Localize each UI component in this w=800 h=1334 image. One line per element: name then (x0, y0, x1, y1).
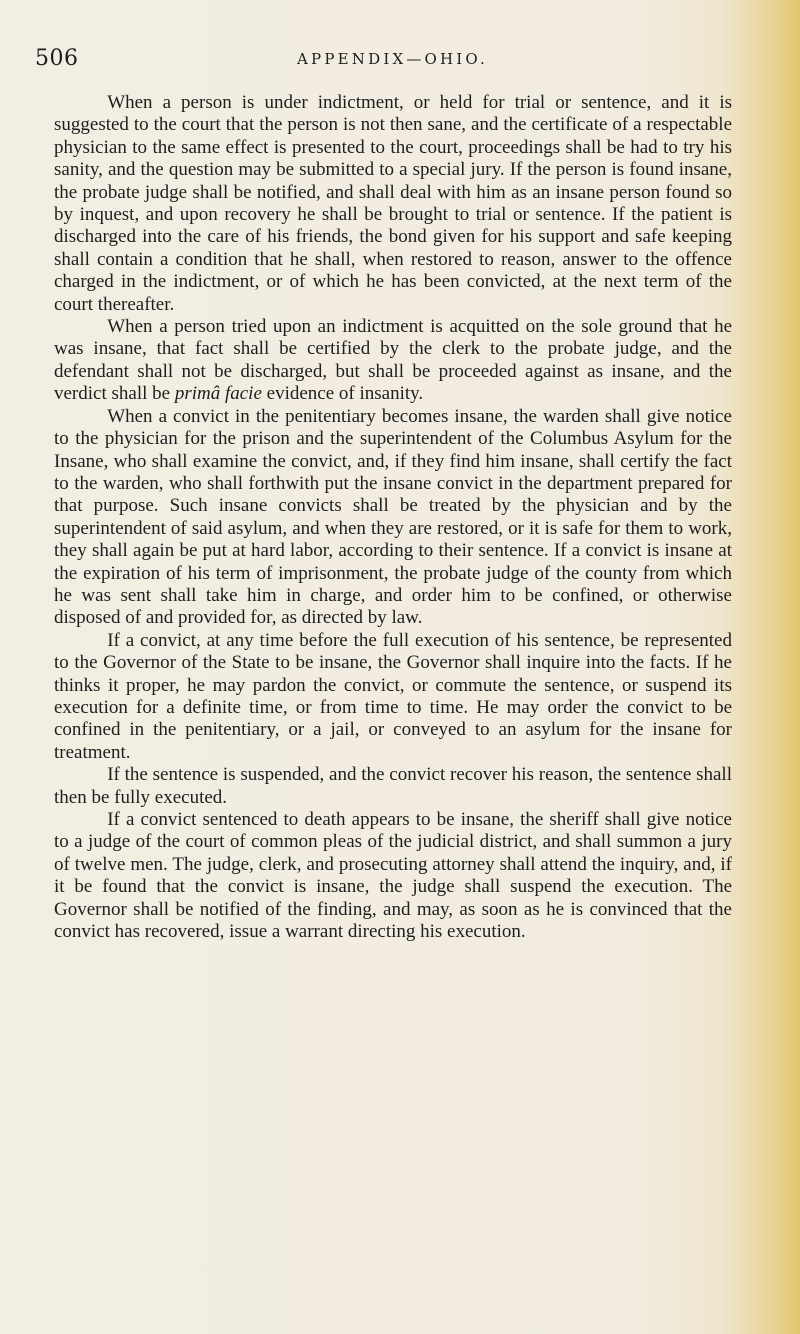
italic-prima-facie: primâ facie (174, 383, 262, 405)
paragraph-governor-inquiry: If a convict, at any time before the full execution of his sentence, be represented to the Governor of the State to be insane, the Governor shall inquire into the facts. If he thinks it proper, he may pardon the convict, or commute the sentence, or suspend its execution for a definite time, or from time to time. He may order the convict to be confined in the penitentiary, or a jail, or conveyed to an asylum for the insane for treatment. (54, 629, 732, 763)
page-header (35, 46, 735, 76)
paragraph-death-sentence: If a convict sentenced to death appears to be insane, the sheriff shall give notice to a judge of the court of common pleas of the judicial district, and shall summon a jury of twelve men. The judge, clerk, and prosecuting attorney shall attend the inquiry, and, if it be found that the convict is insane, the judge shall suspend the execution. The Governor shall be notified of the finding, and may, as soon as he is convinced that the convict has recovered, issue a warrant directing his execution. (54, 809, 732, 943)
body-text (54, 92, 732, 943)
paragraph-acquittal-text-start: When a person tried upon an indictment is acquitted on the sole ground that he was insane, that fact shall be certified by the clerk to the probate judge, and the defendant shall not be discharged, but shall be proceeded against as insane, and the verdict shall be (54, 316, 732, 405)
paragraph-penitentiary-convict: When a convict in the penitentiary becomes insane, the warden shall give notice to the physician for the prison and the superintendent of the Columbus Asylum for the Insane, who shall examine the convict, and, if they find him insane, shall certify the fact to the warden, who shall forthwith put the insane convict in the department prepared for that purpose. Such insane convicts shall be treated by the physician and by the superintendent of said asylum, and when they are restored, or it is safe for them to work, they shall again be put at hard labor, according to their sentence. If a convict is insane at the expiration of his term of imprisonment, the probate judge of the county from which he was sent shall take him in charge, and order him to be confined, or otherwise disposed of and provided for, as directed by law. (54, 405, 732, 629)
page-number: 506 (35, 46, 79, 71)
paragraph-acquittal-insanity (54, 316, 732, 406)
paragraph-acquittal-text-end: evidence of insanity. (261, 383, 424, 405)
paragraph-sentence-suspended: If the sentence is suspended, and the convict recover his reason, the sentence shall then be fully executed. (54, 764, 732, 808)
paragraph-indictment-sanity: When a person is under indictment, or held for trial or sentence, and it is suggested to the court that the person is not then sane, and the certificate of a respectable physician to the same effect is presented to the court, proceedings shall be had to try his sanity, and the question may be submitted to a special jury. If the person is found insane, the probate judge shall be notified, and shall deal with him as an insane person found so by inquest, and upon recovery he shall be brought to trial or sentence. If the patient is discharged into the care of his friends, the bond given for his support and safe keeping shall contain a condition that he shall, when restored to reason, answer to the offence charged in the indictment, or of which he has been convicted, at the next term of the court thereafter. (54, 92, 732, 315)
running-head: APPENDIX—OHIO. (297, 50, 489, 68)
